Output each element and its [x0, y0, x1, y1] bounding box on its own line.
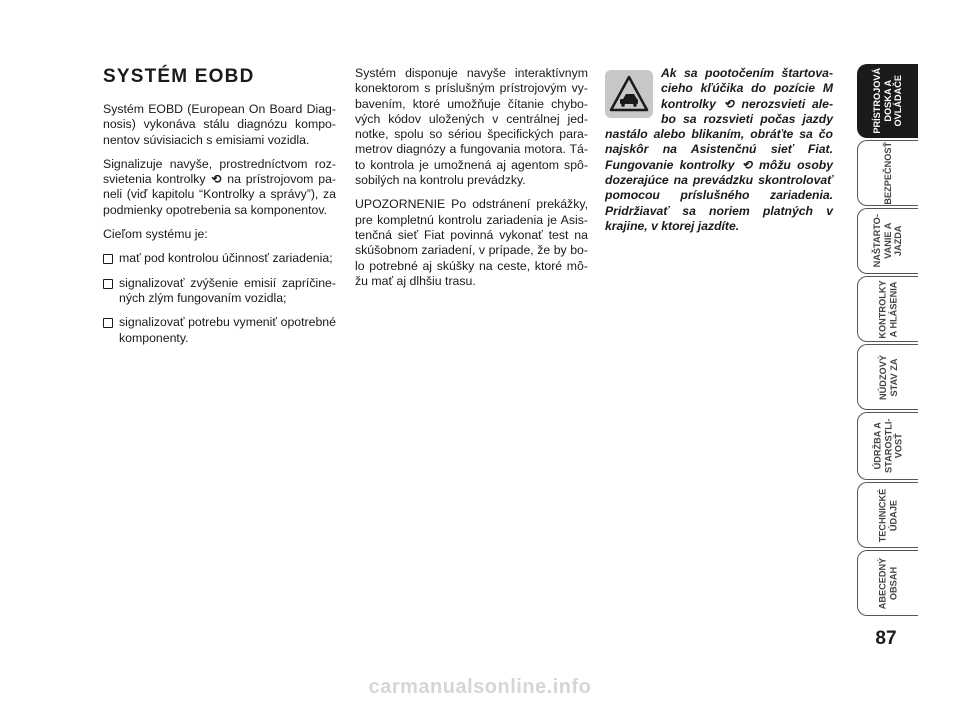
warning-text: Ak sa pootočením štartovacieho kľúčika do pozície M kontrolky ⟲ nerozsvieti alebo sa rozsvieti počas jazdy nastálo alebo blikaním, obráťte sa čo najskôr na Asistenčnú sieť Fiat. Fungovanie kontrolky ⟲ môžu osoby dozerajúce na prevádzku skontrolovať pomocou príslušného zariadenia. Pridržiavať sa noriem platných v krajine, v ktorej jazdíte.	[605, 66, 834, 233]
checkbox-bullet-icon	[103, 254, 113, 264]
paragraph-goal: Cieľom systému je:	[103, 227, 208, 242]
tab-safety[interactable]: BEZPEČNOSŤ	[857, 140, 918, 206]
tab-instrument-panel[interactable]: PRÍSTROJOVÁ DOSKA A OVLÁDAČE	[857, 64, 918, 138]
signal-text-after: na prístrojovom paneli (viď kapitolu “Kontrolky a správy”), za podmienky opotrebenia sa komponentov.	[103, 172, 337, 217]
tab-maintenance[interactable]: ÚDRŽBA A STAROSTLI- VOSŤ	[857, 412, 918, 480]
eobd-warning-light-icon: ⟲	[211, 172, 222, 187]
tab-emergency[interactable]: NÚDZOVÝ STAV ZA	[857, 344, 918, 410]
paragraph-signal	[103, 157, 336, 218]
paragraph-notice: UPOZORNENIE Po odstránení prekážky, pre kompletnú kontrolu zariadenia je Asistenčná sieť Fiat povinná vykonať test na skúšobnom zariadení, v prípade, že by bolo potrebné aj skúšky na ceste, ktoré môžu mať aj dlhšiu trasu.	[355, 197, 588, 288]
column-left	[103, 66, 336, 355]
paragraph-connector: Systém disponuje navyše interaktívnym konektorom s príslušným prístrojovým vybavením, ktoré umožňuje čítanie chybových kódov uložených v centrálnej jednotke, spolu so sériou špecifických parametrov diagnózy a fungovania motora. Táto kontrola je umožnená aj agentom spôsobilých na kontrolu prevádzky.	[355, 66, 588, 188]
tab-warning-lights[interactable]: KONTROLKY A HLÁSENIA	[857, 276, 918, 342]
column-middle	[355, 66, 588, 298]
warning-block	[605, 66, 833, 234]
car-warning-icon	[605, 70, 653, 118]
list-item: mať pod kontrolou účinnosť zariadenia;	[103, 251, 336, 266]
watermark: carmanualsonline.info	[368, 676, 592, 698]
list-item: signalizovať potrebu vymeniť opotrebné komponenty.	[103, 315, 336, 346]
signal-text-before: Signalizuje navyše, prostredníctvom rozsvietenia kontrolky	[103, 156, 336, 187]
page-number: 87	[875, 628, 897, 649]
checkbox-bullet-icon	[103, 318, 113, 328]
list-item: signalizovať zvýšenie emisií zapríčinených zlým fungovaním vozidla;	[103, 276, 336, 307]
goal-list	[103, 251, 336, 345]
eobd-warning-light-icon: ⟲	[723, 96, 734, 111]
eobd-warning-light-icon: ⟲	[741, 157, 752, 172]
checkbox-bullet-icon	[103, 279, 113, 289]
tab-starting-driving[interactable]: NAŠTARTO- VANIE A JAZDA	[857, 208, 918, 274]
tab-index[interactable]: ABECEDNÝ OBSAH	[857, 550, 918, 616]
section-title: SYSTÉM EOBD	[103, 66, 255, 87]
paragraph-intro: Systém EOBD (European On Board Diagnosis) vykonáva stálu diagnózu komponentov súvisiacich s emisiami vozidla.	[103, 102, 336, 147]
tab-technical-data[interactable]: TECHNICKÉ ÚDAJE	[857, 482, 918, 548]
